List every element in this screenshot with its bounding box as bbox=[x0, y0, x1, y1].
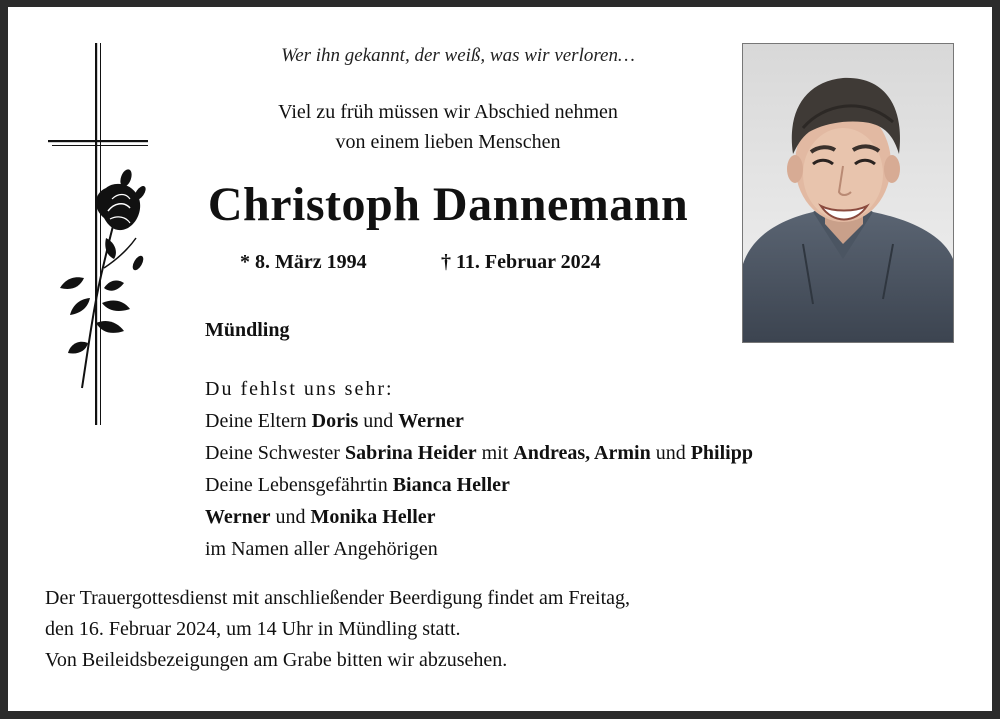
motto: Wer ihn gekannt, der weiß, was wir verloren… bbox=[281, 45, 635, 66]
portrait-illustration bbox=[743, 44, 953, 342]
service-line: Von Beileidsbezeigungen am Grabe bitten wir abzusehen. bbox=[45, 649, 508, 671]
obituary-card bbox=[8, 7, 992, 711]
intro-text bbox=[188, 97, 708, 157]
family-line-others: Werner und Monika Heller bbox=[205, 506, 436, 528]
service-line: Der Trauergottesdienst mit anschließender Beerdigung findet am Freitag, bbox=[45, 587, 631, 609]
family-heading: Du fehlst uns sehr: bbox=[205, 378, 394, 400]
home-place: Mündling bbox=[205, 319, 290, 341]
service-line: den 16. Februar 2024, um 14 Uhr in Mündling statt. bbox=[45, 618, 461, 640]
portrait-photo bbox=[742, 43, 954, 343]
intro-line: von einem lieben Menschen bbox=[335, 131, 561, 153]
intro-line: Viel zu früh müssen wir Abschied nehmen bbox=[278, 101, 618, 123]
birth-date: * 8. März 1994 bbox=[240, 251, 367, 273]
family-line-parents: Deine Eltern Doris und Werner bbox=[205, 410, 464, 432]
cross-with-rose-icon bbox=[44, 43, 164, 433]
family-line-partner: Deine Lebensgefährtin Bianca Heller bbox=[205, 474, 510, 496]
family-line-sister: Deine Schwester Sabrina Heider mit Andreas, Armin und Philipp bbox=[205, 442, 753, 464]
service-info bbox=[45, 583, 945, 676]
deceased-name: Christoph Dannemann bbox=[207, 178, 689, 231]
death-date: † 11. Februar 2024 bbox=[441, 251, 601, 273]
family-closing: im Namen aller Angehörigen bbox=[205, 538, 438, 560]
family-list bbox=[205, 373, 985, 565]
